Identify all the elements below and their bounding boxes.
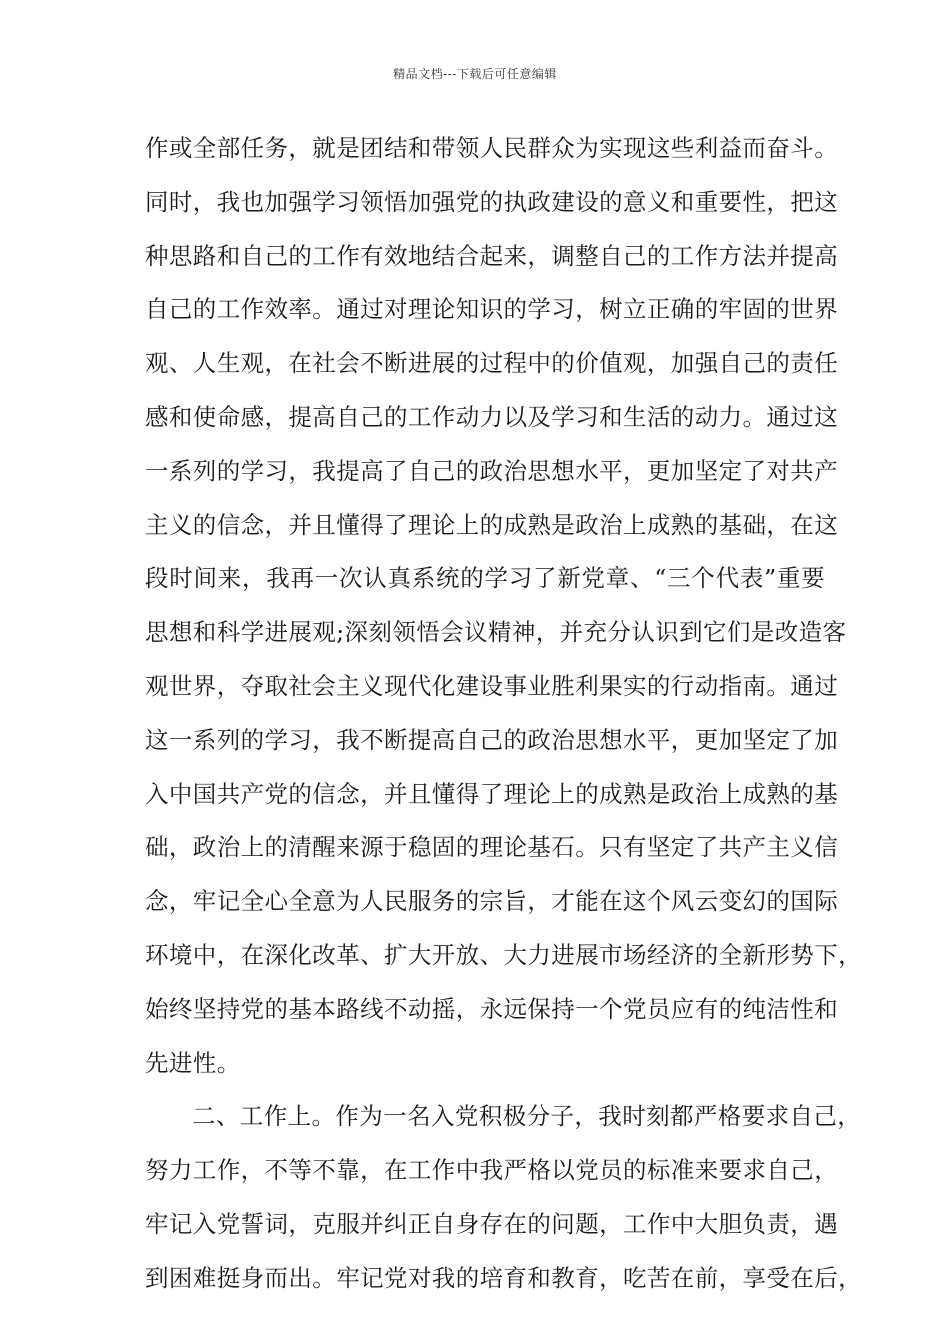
text-line: 同时，我也加强学习领悟加强党的执政建设的意义和重要性，把这 <box>145 187 839 216</box>
text-line: 思想和科学进展观;深刻领悟会议精神，并充分认识到它们是改造客 <box>145 618 847 647</box>
text-line: 观、人生观，在社会不断进展的过程中的价值观，加强自己的责任 <box>145 349 839 378</box>
text-line: 入中国共产党的信念，并且懂得了理论上的成熟是政治上成熟的基 <box>145 779 839 808</box>
text-line: 这一系列的学习，我不断提高自己的政治思想水平，更加坚定了加 <box>145 725 839 754</box>
text-line: 作或全部任务，就是团结和带领人民群众为实现这些利益而奋斗。 <box>145 134 839 162</box>
text-line: 一系列的学习，我提高了自己的政治思想水平，更加坚定了对共产 <box>145 456 839 485</box>
text-line: 自己的工作效率。通过对理论知识的学习，树立正确的牢固的世界 <box>145 295 839 324</box>
text-line: 环境中，在深化改革、扩大开放、大力进展市场经济的全新形势下， <box>145 940 862 969</box>
text-line: 主义的信念，并且懂得了理论上的成熟是政治上成熟的基础，在这 <box>145 510 839 539</box>
text-line: 牢记入党誓词，克服并纠正自身存在的问题，工作中大胆负责，遇 <box>145 1209 839 1238</box>
text-line: 努力工作，不等不靠，在工作中我严格以党员的标准来要求自己， <box>145 1156 839 1185</box>
text-line: 础，政治上的清醒来源于稳固的理论基石。只有坚定了共产主义信 <box>145 833 839 862</box>
text-line: 二、工作上。作为一名入党积极分子，我时刻都严格要求自己， <box>192 1102 862 1131</box>
text-line: 种思路和自己的工作有效地结合起来，调整自己的工作方法并提高 <box>145 241 839 270</box>
text-line: 段时间来，我再一次认真系统的学习了新党章、“三个代表”重要 <box>145 564 825 593</box>
page-header: 精品文档---下载后可任意编辑 <box>393 67 557 81</box>
text-line: 念，牢记全心全意为人民服务的宗旨，才能在这个风云变幻的国际 <box>145 887 839 916</box>
body-text <box>145 128 862 1312</box>
text-line: 到困难挺身而出。牢记党对我的培育和教育，吃苦在前，享受在后， <box>145 1263 862 1292</box>
text-line: 始终坚持党的基本路线不动摇，永远保持一个党员应有的纯洁性和 <box>145 994 839 1023</box>
text-line: 感和使命感，提高自己的工作动力以及学习和生活的动力。通过这 <box>145 402 839 431</box>
text-line: 先进性。 <box>145 1048 241 1077</box>
text-line: 观世界，夺取社会主义现代化建设事业胜利果实的行动指南。通过 <box>145 671 839 700</box>
